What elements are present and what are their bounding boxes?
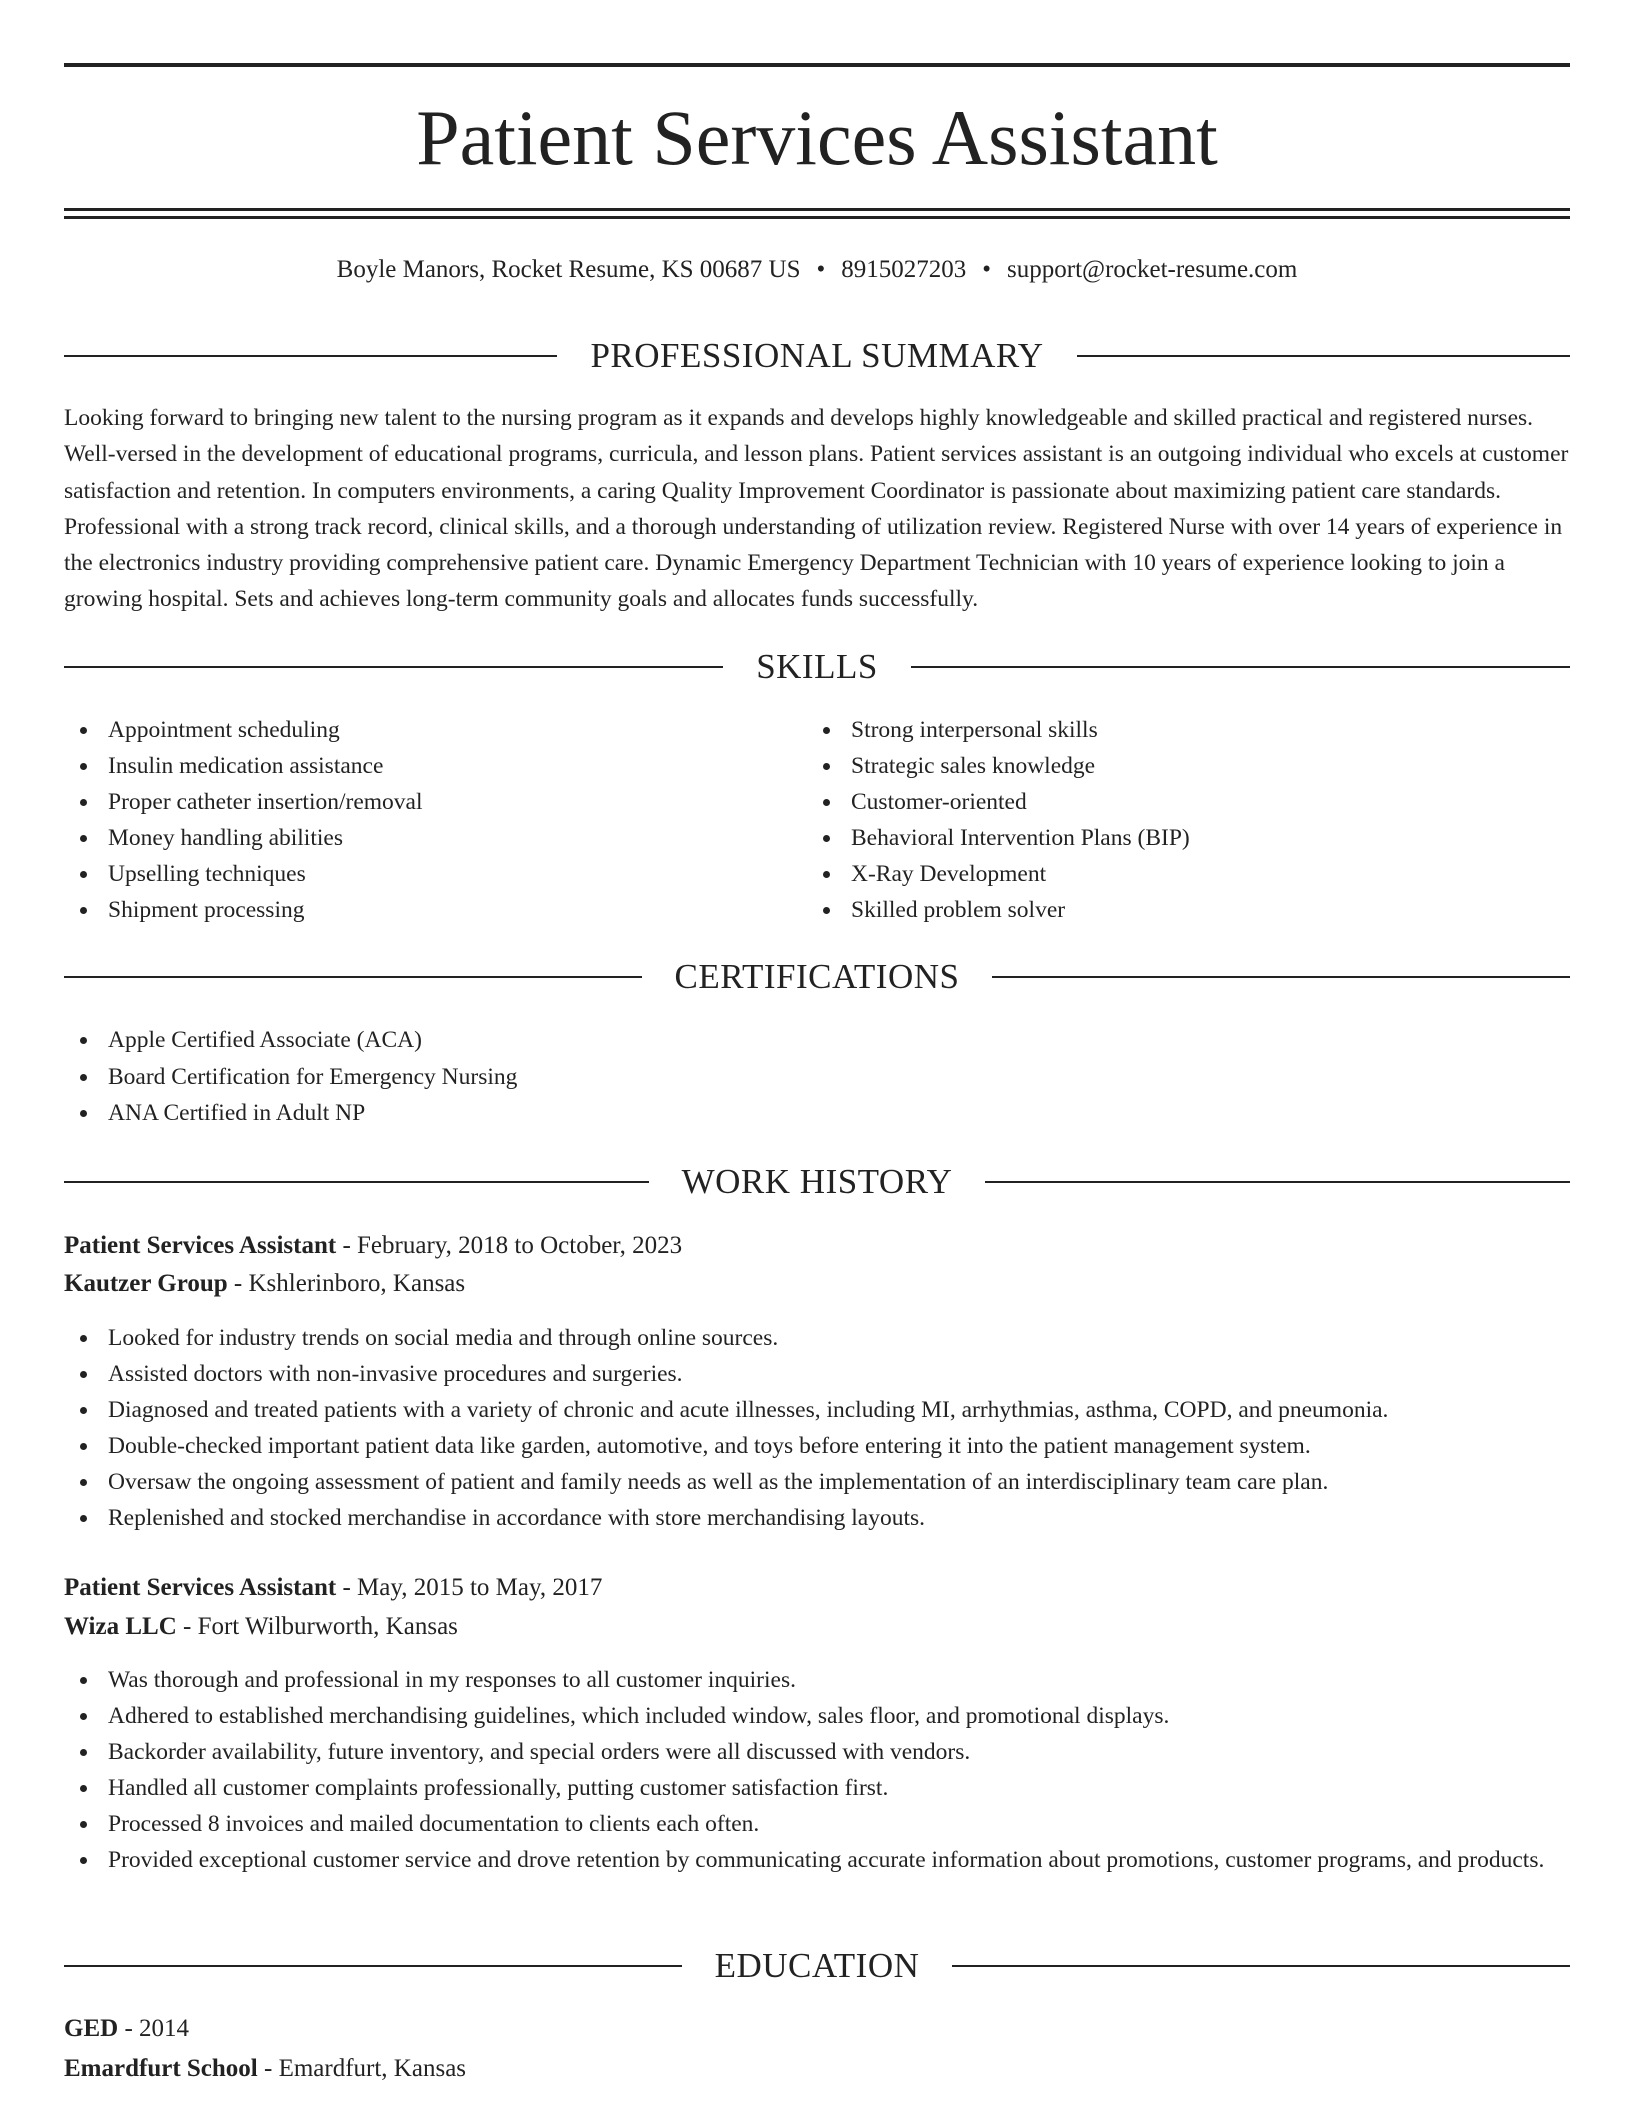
job-duties-list — [64, 1662, 1570, 1878]
duty-item: Provided exceptional customer service and drove retention by communicating accurate information about promotions, customer programs, and products. — [64, 1842, 1570, 1878]
heading-rule — [1077, 355, 1570, 357]
resume-title: Patient Services Assistant — [416, 94, 1218, 181]
job-title-line — [64, 1570, 1570, 1606]
heading-rule — [911, 666, 1570, 668]
skill-item: Skilled problem solver — [807, 892, 1567, 928]
duty-item: Adhered to established merchandising guidelines, which included window, sales floor, and promotional displays. — [64, 1698, 1570, 1734]
header-top-rule — [64, 63, 1570, 67]
education-heading-label: EDUCATION — [714, 1946, 920, 1985]
header-bottom-rule — [64, 208, 1570, 211]
duty-item: Diagnosed and treated patients with a variety of chronic and acute illnesses, including MI, arrhythmias, asthma, COPD, and pneumonia. — [64, 1392, 1570, 1428]
skill-item: Customer-oriented — [807, 784, 1567, 820]
duty-item: Backorder availability, future inventory, and special orders were all discussed with vendors. — [64, 1734, 1570, 1770]
education-school: Emardfurt School — [64, 2055, 258, 2082]
skill-item: Appointment scheduling — [64, 712, 764, 748]
duty-item: Assisted doctors with non-invasive procedures and surgeries. — [64, 1356, 1570, 1392]
skills-heading-label: SKILLS — [756, 647, 878, 686]
contact-address: Boyle Manors, Rocket Resume, KS 00687 US — [336, 256, 801, 283]
job-title: Patient Services Assistant — [64, 1574, 337, 1601]
skill-item: Upselling techniques — [64, 856, 764, 892]
job-title-line — [64, 1228, 1570, 1264]
skills-list-right — [807, 712, 1567, 928]
job-title: Patient Services Assistant — [64, 1232, 337, 1259]
skill-item: Proper catheter insertion/removal — [64, 784, 764, 820]
education-location: - Emardfurt, Kansas — [257, 2055, 467, 2082]
duty-item: Processed 8 invoices and mailed documentation to clients each often. — [64, 1806, 1570, 1842]
skill-item: Strategic sales knowledge — [807, 748, 1567, 784]
header-bottom-rule-second — [64, 216, 1570, 219]
heading-rule — [992, 976, 1570, 978]
heading-rule — [64, 355, 557, 357]
skill-item: Strong interpersonal skills — [807, 712, 1567, 748]
job-duties-list — [64, 1320, 1570, 1536]
heading-rule — [952, 1965, 1570, 1967]
duty-item: Replenished and stocked merchandise in accordance with store merchandising layouts. — [64, 1500, 1570, 1536]
job-company-line — [64, 1266, 1570, 1302]
education-degree-line — [64, 2011, 1570, 2047]
skill-item: Shipment processing — [64, 892, 764, 928]
heading-rule — [64, 1965, 682, 1967]
duty-item: Double-checked important patient data like garden, automotive, and toys before entering it into the patient management system. — [64, 1428, 1570, 1464]
education-school-line — [64, 2051, 1570, 2087]
contact-separator: • — [816, 256, 826, 283]
certification-item: ANA Certified in Adult NP — [64, 1095, 1570, 1132]
education-year: - 2014 — [118, 2015, 190, 2042]
skill-item: Insulin medication assistance — [64, 748, 764, 784]
heading-rule — [64, 666, 723, 668]
skills-section-heading — [64, 645, 1570, 689]
job-company: Kautzer Group — [64, 1270, 228, 1297]
job-company: Wiza LLC — [64, 1613, 177, 1640]
job-location: - Kshlerinboro, Kansas — [227, 1270, 466, 1297]
job-dates: - May, 2015 to May, 2017 — [336, 1574, 603, 1601]
certification-item: Apple Certified Associate (ACA) — [64, 1022, 1570, 1059]
heading-rule — [64, 976, 642, 978]
contact-phone: 8915027203 — [841, 256, 967, 283]
certification-item: Board Certification for Emergency Nursing — [64, 1059, 1570, 1096]
work-section-heading — [64, 1160, 1570, 1204]
certifications-list — [64, 1022, 1570, 1132]
skill-item: X-Ray Development — [807, 856, 1567, 892]
education-degree: GED — [64, 2015, 119, 2042]
skill-item: Behavioral Intervention Plans (BIP) — [807, 820, 1567, 856]
job-location: - Fort Wilburworth, Kansas — [176, 1613, 458, 1640]
skills-list-left — [64, 712, 764, 928]
contact-separator: • — [982, 256, 992, 283]
duty-item: Oversaw the ongoing assessment of patient and family needs as well as the implementation of an interdisciplinary team care plan. — [64, 1464, 1570, 1500]
summary-section-heading — [64, 334, 1570, 378]
summary-heading-label: PROFESSIONAL SUMMARY — [590, 336, 1044, 375]
heading-rule — [64, 1181, 649, 1183]
job-dates: - February, 2018 to October, 2023 — [336, 1232, 683, 1259]
skill-item: Money handling abilities — [64, 820, 764, 856]
contact-email: support@rocket-resume.com — [1007, 256, 1298, 283]
duty-item: Was thorough and professional in my responses to all customer inquiries. — [64, 1662, 1570, 1698]
education-section-heading — [64, 1944, 1570, 1988]
duty-item: Looked for industry trends on social media and through online sources. — [64, 1320, 1570, 1356]
job-company-line — [64, 1609, 1570, 1645]
duty-item: Handled all customer complaints professionally, putting customer satisfaction first. — [64, 1770, 1570, 1806]
certifications-section-heading — [64, 955, 1570, 999]
work-heading-label: WORK HISTORY — [681, 1162, 953, 1201]
summary-text: Looking forward to bringing new talent to the nursing program as it expands and develops highly knowledgeable and skilled practical and registered nurses. Well-versed in the development of educational programs, curricula, and lesson plans. Patient services assistant is an outgoing individual who excels at customer satisfaction and retention. In computers environments, a caring Quality Improvement Coordinator is passionate about maximizing patient care standards. Professional with a strong track record, clinical skills, and a thorough understanding of utilization review. Registered Nurse with over 14 years of experience in the electronics industry providing comprehensive patient care. Dynamic Emergency Department Technician with 10 years of experience looking to join a growing hospital. Sets and achieves long-term community goals and allocates funds successfully. — [64, 405, 1569, 613]
contact-line — [64, 252, 1570, 288]
heading-rule — [985, 1181, 1570, 1183]
certifications-heading-label: CERTIFICATIONS — [674, 957, 960, 996]
